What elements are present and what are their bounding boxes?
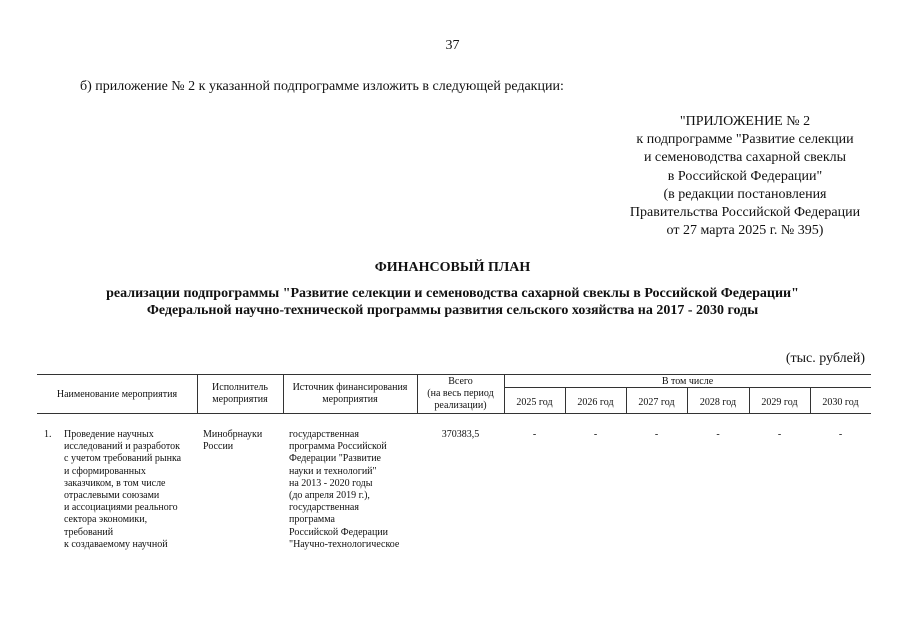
header-source — [283, 382, 417, 406]
row-name-line: исследований и разработок — [64, 441, 180, 453]
header-total-line: Всего — [448, 376, 473, 387]
row-source-line: науки и технологий" — [289, 465, 377, 477]
subtitle-line: Федеральной научно-технической программы развития сельского хозяйства на 2017 - 2030 годы — [146, 303, 759, 318]
row-source-line: программа Российской — [289, 441, 387, 453]
document-subtitle — [0, 285, 905, 319]
header-total — [417, 376, 504, 412]
row-source-line: Федерации "Развитие — [289, 453, 381, 465]
header-name: Наименование мероприятия — [56, 389, 178, 400]
row-source-line: (до апреля 2019 г.), — [289, 490, 370, 502]
row-year-value: - — [654, 429, 659, 440]
row-source-line: на 2013 - 2020 годы — [289, 477, 373, 489]
row-year-value: - — [532, 429, 537, 440]
appendix-line: и семеноводства сахарной свеклы — [643, 150, 847, 166]
row-name-line: и сформированных — [64, 465, 146, 477]
header-total-line: реализации) — [434, 400, 487, 411]
appendix-line: "ПРИЛОЖЕНИЕ № 2 — [679, 114, 811, 129]
header-executor-line: мероприятия — [212, 394, 268, 405]
row-name-line: с учетом требований рынка — [64, 453, 182, 465]
header-including: В том числе — [661, 376, 714, 387]
table-top-border — [37, 374, 871, 375]
row-executor-line: России — [203, 441, 234, 453]
row-number: 1. — [44, 429, 52, 440]
header-year: 2027 год — [638, 397, 675, 408]
row-year-value: - — [777, 429, 782, 440]
page-number: 37 — [445, 38, 460, 53]
header-year: 2030 год — [822, 397, 859, 408]
appendix-block — [560, 113, 905, 240]
header-year: 2029 год — [761, 397, 798, 408]
header-total-line: (на весь период — [427, 388, 494, 399]
row-name-line: сектора экономики, — [64, 514, 148, 526]
appendix-line: в Российской Федерации" — [667, 168, 823, 184]
row-executor-line: Минобрнауки — [203, 429, 263, 440]
header-year: 2026 год — [577, 397, 614, 408]
header-year: 2028 год — [699, 397, 737, 408]
appendix-line: от 27 марта 2025 г. № 395) — [666, 223, 824, 239]
units-label: (тыс. рублей) — [785, 351, 865, 366]
row-name-line: требований — [64, 526, 114, 538]
row-name-line: Проведение научных — [64, 429, 154, 440]
row-name-line: и ассоциациями реального — [64, 502, 178, 514]
row-name-line: заказчиком, в том числе — [64, 477, 166, 489]
header-executor-line: Исполнитель — [212, 382, 268, 393]
row-source-line: "Научно-технологическое — [289, 538, 400, 550]
row-year-value: - — [716, 429, 720, 440]
appendix-line: Правительства Российской Федерации — [629, 205, 861, 221]
row-source-line: программа — [289, 514, 335, 526]
table-header-bottom-border — [37, 413, 871, 414]
row-year-value: - — [593, 429, 598, 440]
header-source-line: мероприятия — [322, 394, 378, 405]
row-source-line: государственная — [289, 502, 359, 514]
header-year: 2025 год — [516, 397, 553, 408]
row-year-value: - — [838, 429, 843, 440]
row-source — [289, 429, 399, 551]
row-name-line: к создаваемому научной — [64, 538, 168, 550]
subtitle-line: реализации подпрограммы "Развитие селекции и семеноводства сахарной свеклы в Российской Федерации" — [106, 286, 799, 301]
intro-text: б) приложение № 2 к указанной подпрограмме изложить в следующей редакции: — [80, 79, 564, 94]
row-name-line: отраслевыми союзами — [64, 490, 160, 502]
appendix-line: (в редакции постановления — [663, 186, 827, 202]
document-title: ФИНАНСОВЫЙ ПЛАН — [374, 260, 531, 275]
row-total: 370383,5 — [441, 429, 480, 440]
appendix-line: к подпрограмме "Развитие селекции — [636, 132, 854, 148]
header-executor — [197, 382, 283, 406]
row-source-line: Российской Федерации — [289, 526, 389, 538]
row-name — [64, 429, 181, 551]
row-source-line: государственная — [289, 429, 359, 440]
row-executor — [203, 429, 262, 453]
header-source-line: Источник финансирования — [292, 382, 408, 393]
